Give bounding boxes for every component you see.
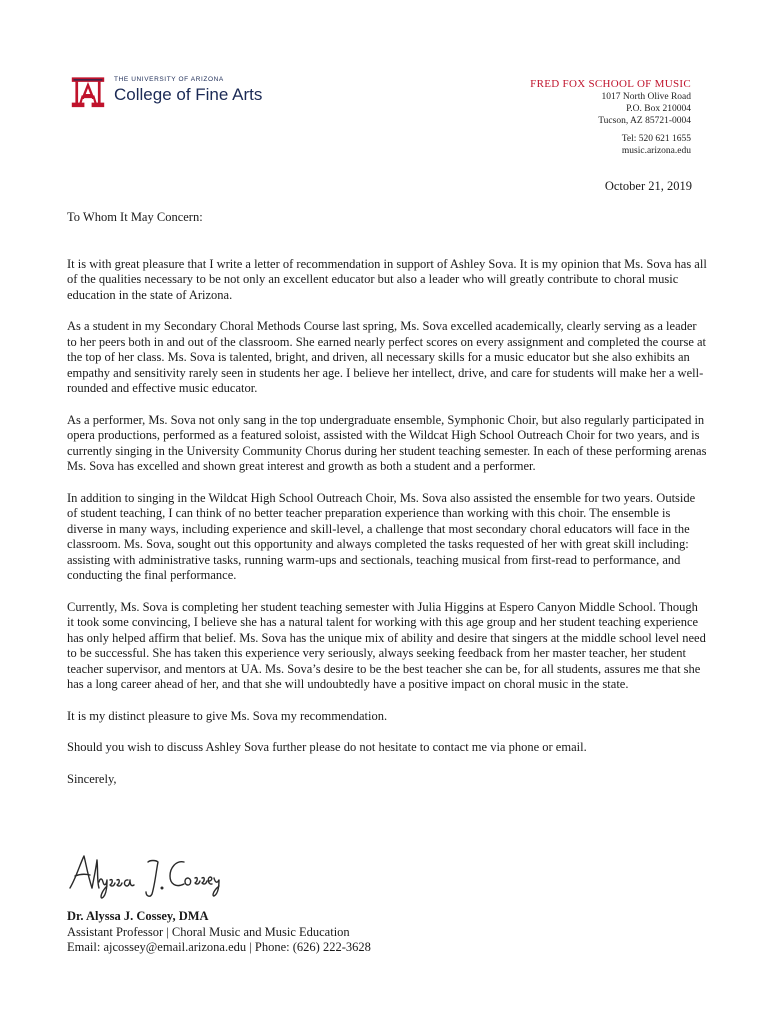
school-address-block <box>530 78 691 157</box>
paragraph-7: Should you wish to discuss Ashley Sova further please do not hesitate to contact me via phone or email. <box>67 740 587 754</box>
letter-body <box>67 210 707 803</box>
university-name: THE UNIVERSITY OF ARIZONA <box>114 75 224 83</box>
school-website: music.arizona.edu <box>621 146 691 156</box>
handwritten-signature <box>66 848 236 900</box>
paragraph-6: It is my distinct pleasure to give Ms. Sova my recommendation. <box>67 708 388 723</box>
school-address-line-3: Tucson, AZ 85721-0004 <box>598 116 691 126</box>
paragraph-4: In addition to singing in the Wildcat High School Outreach Choir, Ms. Sova also assisted the ensemble for two years. Outside of student teaching, I can think of no better teacher preparation experience than working with this choir. The ensemble is diverse in many ways, including experience and skill-level, a challenge that most secondary choral educators will face in the classroom. Ms. Sova, sought out this opportunity and always completed the tasks requested of her with great skill including: assisting with administrative tasks, running warm-ups and sectionals, teaching musical from first-read to performance, and conducting the final performance. <box>67 490 696 582</box>
signer-contact: Email: ajcossey@email.arizona.edu | Phone: (626) 222-3628 <box>67 940 371 954</box>
school-address-line-2: P.O. Box 210004 <box>626 104 691 114</box>
college-name: College of Fine Arts <box>114 85 263 105</box>
school-name: FRED FOX SCHOOL OF MUSIC <box>530 78 691 90</box>
school-phone: Tel: 520 621 1655 <box>621 134 691 144</box>
closing: Sincerely, <box>67 771 117 786</box>
signer-name: Dr. Alyssa J. Cossey, DMA <box>67 909 209 923</box>
paragraph-2: As a student in my Secondary Choral Methods Course last spring, Ms. Sova excelled academically, clearly serving as a leader to her peers both in and out of the classroom. She earned nearly perfect scores on every assignment and completed the course at the top of her class. Ms. Sova is talented, bright, and driven, all necessary skills for a music educator but she also exhibits an empathy and sensitivity rarely seen in students her age. I believe her intellect, drive, and care for students will make her a well-rounded and effective music educator. <box>67 319 707 395</box>
signature-block <box>67 909 371 956</box>
school-address-line-1: 1017 North Olive Road <box>601 92 691 102</box>
paragraph-3: As a performer, Ms. Sova not only sang in the top undergraduate ensemble, Symphonic Choir, but also regularly participated in opera productions, performed as a featured soloist, assisted with the Wildcat High School Outreach Choir for two years, and is currently singing in the University Community Chorus during her student teaching semester. In each of these performing arenas Ms. Sova has excelled and shown great interest and growth as both a student and a performer. <box>67 412 707 473</box>
paragraph-5: Currently, Ms. Sova is completing her student teaching semester with Julia Higgins at Espero Canyon Middle School. Though it took some convincing, I believe she has a natural talent for working with this age group and her student teaching experience has only helped affirm that belief. Ms. Sova has the unique mix of ability and desire that singers at the middle school level need to be successful. She has taken this experience very seriously, always seeking feedback from her master teacher, her student teacher supervisor, and mentors at UA. Ms. Sova’s desire to be the best teacher she can be, for all students, assures me that she has a long career ahead of her, and that she will undoubtedly have a positive impact on choral music in the state. <box>67 599 706 691</box>
ua-block-a-logo-icon <box>70 72 106 108</box>
paragraph-1: It is with great pleasure that I write a letter of recommendation in support of Ashley Sova. It is my opinion that Ms. Sova has all of the qualities necessary to be not only an excellent educator but also a leader who will greatly contribute to choral music education in the state of Arizona. <box>67 256 707 302</box>
salutation: To Whom It May Concern: <box>67 210 203 224</box>
signer-title: Assistant Professor | Choral Music and Music Education <box>67 924 350 939</box>
letter-date: October 21, 2019 <box>604 179 692 193</box>
letterhead-logo <box>70 72 262 108</box>
